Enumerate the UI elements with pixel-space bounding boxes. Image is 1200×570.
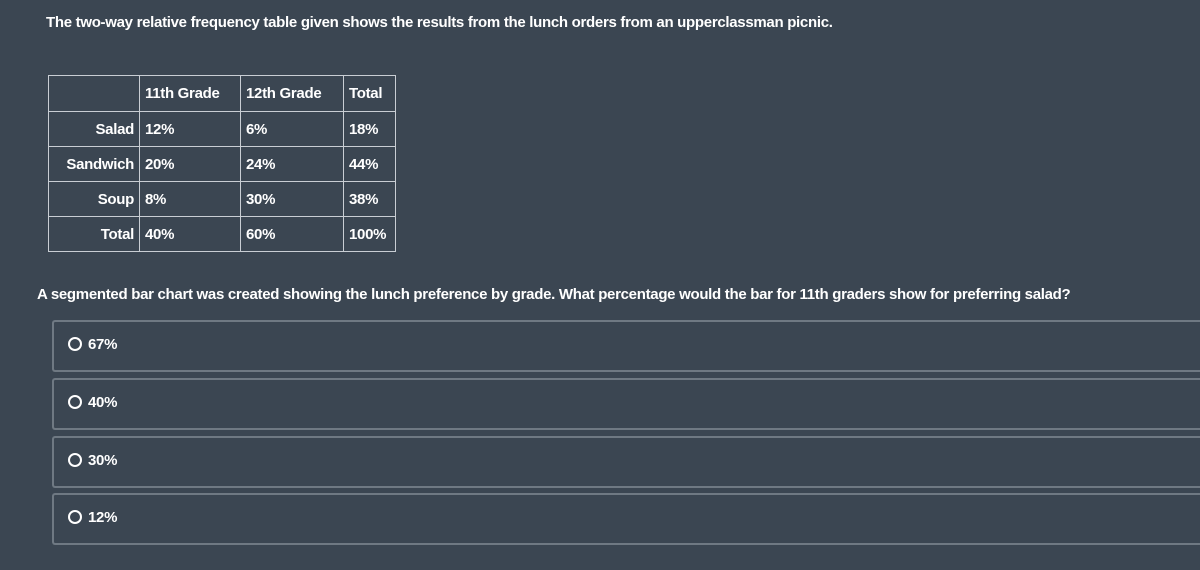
column-header-11th-grade: 11th Grade <box>140 76 241 112</box>
table-header-row <box>49 76 396 112</box>
radio-button-icon[interactable] <box>68 453 82 467</box>
cell-soup-total: 38% <box>344 182 396 217</box>
answer-option-2[interactable] <box>52 378 1200 430</box>
relative-frequency-table <box>48 75 396 252</box>
column-header-12th-grade: 12th Grade <box>241 76 344 112</box>
answer-option-1[interactable] <box>52 320 1200 372</box>
cell-total-total: 100% <box>344 217 396 252</box>
answer-option-label: 30% <box>88 452 118 469</box>
cell-sandwich-11th: 20% <box>140 147 241 182</box>
cell-salad-11th: 12% <box>140 112 241 147</box>
radio-button-icon[interactable] <box>68 510 82 524</box>
cell-salad-total: 18% <box>344 112 396 147</box>
row-label-sandwich: Sandwich <box>49 147 140 182</box>
column-header-total: Total <box>344 76 396 112</box>
cell-salad-12th: 6% <box>241 112 344 147</box>
table-row <box>49 147 396 182</box>
radio-button-icon[interactable] <box>68 395 82 409</box>
question-prompt: A segmented bar chart was created showing the lunch preference by grade. What percentage would the bar for 11th graders show for preferring salad? <box>37 286 1071 303</box>
cell-soup-12th: 30% <box>241 182 344 217</box>
radio-button-icon[interactable] <box>68 337 82 351</box>
row-label-soup: Soup <box>49 182 140 217</box>
answer-option-4[interactable] <box>52 493 1200 545</box>
question-intro: The two-way relative frequency table given shows the results from the lunch orders from an upperclassman picnic. <box>46 14 833 31</box>
cell-soup-11th: 8% <box>140 182 241 217</box>
answer-option-label: 67% <box>88 336 118 353</box>
table-corner-cell <box>49 76 140 112</box>
cell-total-11th: 40% <box>140 217 241 252</box>
row-label-salad: Salad <box>49 112 140 147</box>
cell-total-12th: 60% <box>241 217 344 252</box>
answer-option-label: 40% <box>88 394 118 411</box>
answer-option-label: 12% <box>88 509 118 526</box>
table-row <box>49 182 396 217</box>
table-row <box>49 112 396 147</box>
answer-option-3[interactable] <box>52 436 1200 488</box>
row-label-total: Total <box>49 217 140 252</box>
table-row <box>49 217 396 252</box>
cell-sandwich-12th: 24% <box>241 147 344 182</box>
cell-sandwich-total: 44% <box>344 147 396 182</box>
